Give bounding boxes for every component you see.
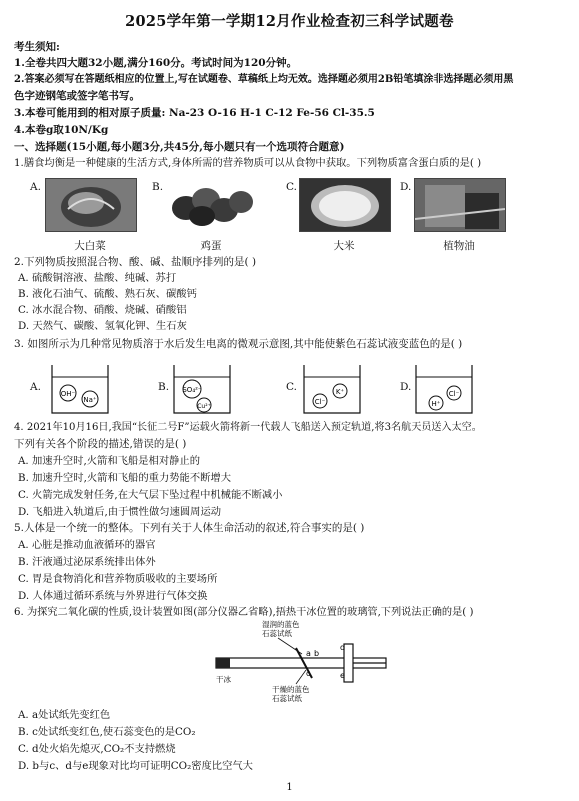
notice-heading: 考生须知: xyxy=(14,41,60,53)
ion-label: OH⁻ xyxy=(60,390,76,398)
dry-paper-label: 干燥的蓝色 xyxy=(272,685,310,694)
eggs-image xyxy=(166,178,256,230)
q2-option: C. 冰水混合物、硝酸、烧碱、硝酸铝 xyxy=(18,304,187,316)
ion-label: Cl⁻ xyxy=(314,398,326,406)
dry-ice-label: 干冰 xyxy=(216,675,231,684)
q3-option-b-letter: B. xyxy=(158,381,170,393)
question-2-stem: 2.下列物质按照混合物、酸、碱、盐顺序排列的是( ) xyxy=(14,256,257,268)
q1-option-a-letter: A. xyxy=(30,181,41,193)
q2-option: D. 天然气、碳酸、氢氧化钾、生石灰 xyxy=(18,320,187,332)
q2-option: B. 液化石油气、硫酸、熟石灰、碳酸钙 xyxy=(18,288,197,300)
q1-option-c-caption: 大米 xyxy=(333,240,355,252)
q5-option: C. 胃是食物消化和营养物质吸收的主要场所 xyxy=(18,573,218,585)
question-3-stem: 3. 如图所示为几种常见物质溶于水后发生电离的微观示意图,其中能使紫色石蕊试液变蓝色的是( ) xyxy=(14,338,463,350)
q1-option-c-letter: C. xyxy=(286,181,297,193)
wet-paper-label: 湿润的蓝色 xyxy=(262,620,300,629)
q5-option: D. 人体通过循环系统与外界进行气体交换 xyxy=(18,590,208,602)
q1-option-b-caption: 鸡蛋 xyxy=(200,240,222,252)
q6-option: A. a处试纸先变红色 xyxy=(18,709,111,721)
question-4-stem-cont: 下列有关各个阶段的描述,错误的是( ) xyxy=(14,438,187,450)
beaker-c-diagram xyxy=(302,363,362,415)
q1-option-b-letter: B. xyxy=(152,181,164,193)
q1-option-d-letter: D. xyxy=(400,181,412,193)
ion-label: Cl⁻ xyxy=(448,390,460,398)
cabbage-image xyxy=(45,178,137,232)
beaker-d-diagram xyxy=(414,363,474,415)
q4-option: C. 火箭完成发射任务,在大气层下坠过程中机械能不断减小 xyxy=(18,489,283,501)
q3-option-c-letter: C. xyxy=(286,381,297,393)
notice-item: 1.全卷共四大题32小题,满分160分。考试时间为120分钟。 xyxy=(14,57,298,69)
q5-option: B. 汗液通过泌尿系统排出体外 xyxy=(18,556,156,568)
q3-option-d-letter: D. xyxy=(400,381,412,393)
beaker-a-diagram xyxy=(50,363,110,415)
question-1-stem: 1.膳食均衡是一种健康的生活方式,身体所需的营养物质可以从食物中获取。下列物质富含蛋白质的是( ) xyxy=(14,157,482,169)
q2-option: A. 硫酸铜溶液、盐酸、纯碱、苏打 xyxy=(18,272,177,284)
vegetable-oil-image xyxy=(414,178,506,232)
section-heading: 一、选择题(15小题,每小题3分,共45分,每小题只有一个选项符合题意) xyxy=(14,141,345,153)
q5-option: A. 心脏是推动血液循环的器官 xyxy=(18,539,156,551)
ion-label: SO₄²⁻ xyxy=(182,386,202,394)
page-number: 1 xyxy=(286,782,293,793)
beaker-b-diagram xyxy=(172,363,232,415)
point-e: e xyxy=(340,671,345,680)
ion-label: Cu²⁺ xyxy=(197,403,211,410)
question-6-stem: 6. 为探究二氧化碳的性质,设计装置如图(部分仪器乙省略),捂热干冰位置的玻璃管,下列说法正确的是( ) xyxy=(14,607,474,618)
question-4-stem: 4. 2021年10月16日,我国“长征二号F”运载火箭将新一代载人飞船送入预定轨道,将3名航天员送入太空。 xyxy=(14,422,482,433)
q6-option: C. d处火焰先熄灭,CO₂不支持燃烧 xyxy=(18,743,176,755)
dry-paper-label: 石蕊试纸 xyxy=(272,694,302,703)
point-d: d xyxy=(340,643,346,652)
rice-image xyxy=(299,178,391,232)
wet-paper-label: 石蕊试纸 xyxy=(262,629,292,638)
q6-option: B. c处试纸变红色,使石蕊变色的是CO₂ xyxy=(18,726,196,738)
ion-label: H⁺ xyxy=(431,400,441,408)
point-c: c xyxy=(306,669,311,678)
co2-apparatus-diagram xyxy=(214,618,394,708)
q1-option-a-caption: 大白菜 xyxy=(74,240,106,252)
q4-option: D. 飞船进入轨道后,由于惯性做匀速圆周运动 xyxy=(18,506,222,518)
notice-item: 4.本卷g取10N/Kg xyxy=(14,124,109,136)
page-title: 2025学年第一学期12月作业检查初三科学试题卷 xyxy=(125,13,454,30)
q1-option-d-caption: 植物油 xyxy=(443,240,475,252)
point-a: a xyxy=(306,649,311,658)
q4-option: B. 加速升空时,火箭和飞船的重力势能不断增大 xyxy=(18,472,232,484)
q3-option-a-letter: A. xyxy=(30,381,41,393)
ion-label: K⁺ xyxy=(335,388,345,396)
notice-item: 色字迹钢笔或签字笔书写。 xyxy=(14,90,140,102)
notice-item: 3.本卷可能用到的相对原子质量: Na-23 O-16 H-1 C-12 Fe-56 Cl-35.5 xyxy=(14,107,375,119)
question-5-stem: 5.人体是一个统一的整体。下列有关于人体生命活动的叙述,符合事实的是( ) xyxy=(14,522,365,534)
point-b: b xyxy=(314,649,320,658)
notice-item: 2.答案必须写在答题纸相应的位置上,写在试题卷、草稿纸上均无效。选择题必须用2B铅笔填涂非选择题必须用黑 xyxy=(14,74,514,85)
ion-label: Na⁺ xyxy=(83,396,97,404)
q4-option: A. 加速升空时,火箭和飞船是相对静止的 xyxy=(18,455,201,467)
q6-option: D. b与c、d与e现象对比均可证明CO₂密度比空气大 xyxy=(18,760,253,772)
